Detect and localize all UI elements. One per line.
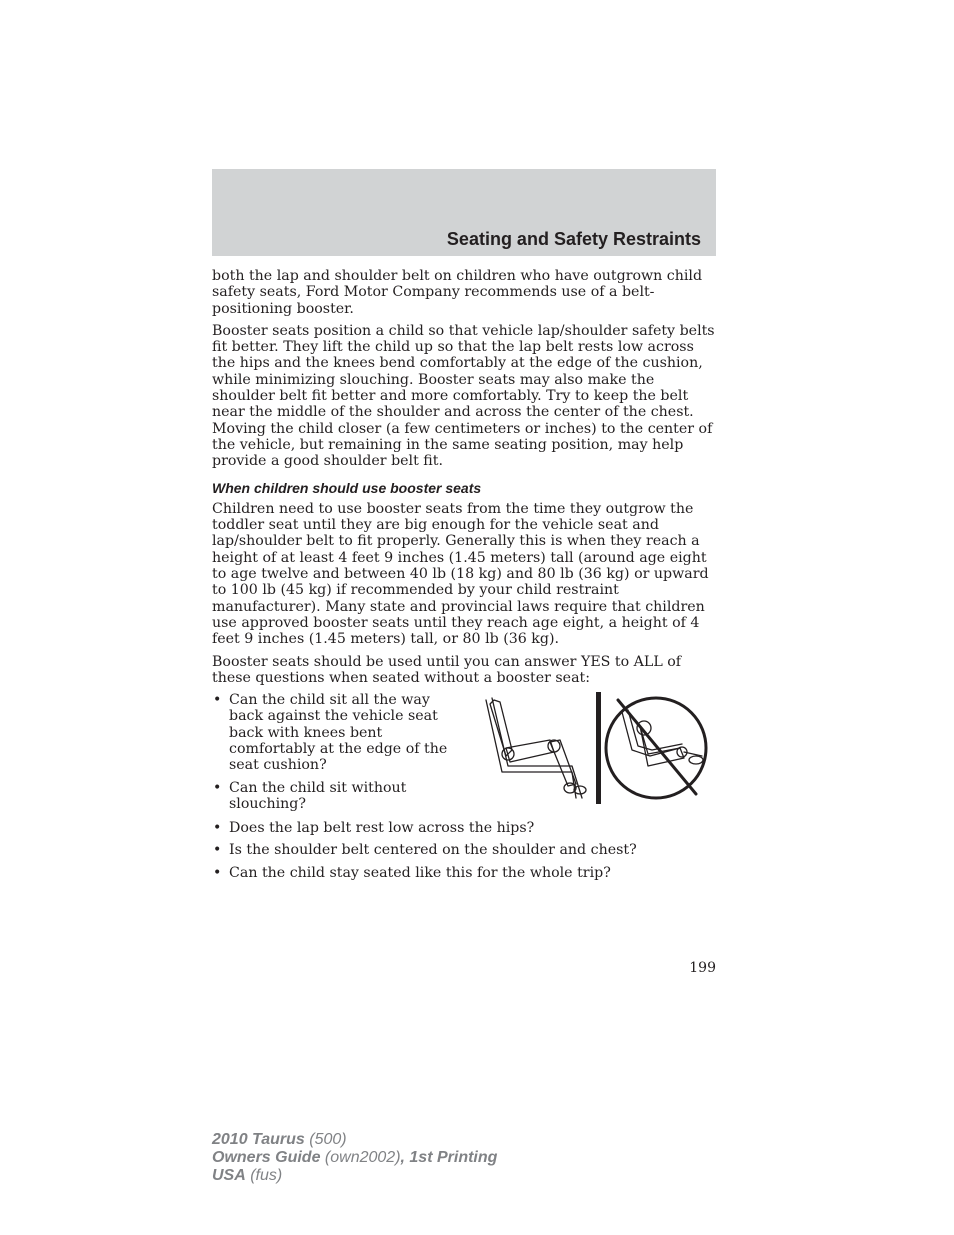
list-item: • Can the child sit without slouching? (212, 780, 464, 813)
checklist-with-figure (212, 692, 718, 820)
checklist-top (212, 692, 464, 812)
section-header (212, 169, 716, 256)
page-content (212, 268, 718, 887)
page-number: 199 (689, 960, 716, 976)
subheading-when-booster: When children should use booster seats (212, 479, 482, 496)
footer-model-code: (500) (304, 1131, 347, 1148)
figure-divider (596, 692, 601, 804)
paragraph-belt-positioning: both the lap and shoulder belt on children who have outgrown child safety seats, Ford Motor Company recommends use of a belt-positioning booster. (212, 268, 703, 317)
prohibited-slouching-position-icon (606, 698, 706, 798)
paragraph-yes-to-all: Booster seats should be used until you can answer YES to ALL of these questions when seated without a booster seat: (212, 653, 682, 686)
section-title: Seating and Safety Restraints (446, 229, 701, 249)
checklist-bottom (212, 820, 718, 881)
paragraph-children-need: Children need to use booster seats from the time they outgrow the toddler seat until they are big enough for the vehicle seat and lap/shoulder belt to fit properly. Generally this is when they reach a height of at least 4 feet 9 inches (1.45 meters) tall (around age eight to age twelve and between 40 lb (18 kg) and 80 lb (36 kg) or upward to 100 lb (45 kg) if recommended by your child restraint manufacturer). Many state and provincial laws require that children use approved booster seats until they reach age eight, a height of 4 feet 9 inches (1.45 meters) tall, or 80 lb (36 kg). (212, 500, 709, 648)
footer-edition-info (212, 1131, 497, 1185)
list-item: • Can the child stay seated like this for the whole trip? (212, 865, 718, 881)
list-item: • Is the shoulder belt centered on the shoulder and chest? (212, 842, 718, 858)
footer-guide-code: (own2002) (320, 1149, 401, 1166)
correct-seating-position-icon (486, 698, 586, 798)
footer-line-2 (212, 1149, 497, 1167)
footer-printing: , 1st Printing (400, 1149, 498, 1166)
footer-line-1 (212, 1131, 497, 1149)
footer-market-code: (fus) (245, 1167, 283, 1184)
seating-position-figure (480, 690, 712, 804)
footer-line-3 (212, 1167, 497, 1185)
paragraph-booster-position: Booster seats position a child so that vehicle lap/shoulder safety belts fit better. They lift the child up so that the lap belt rests low across the hips and the knees bend comfortably at the edge of the cushion, while minimizing slouching. Booster seats may also make the shoulder belt fit better and more comfortably. Try to keep the belt near the middle of the shoulder and across the center of the chest. Moving the child closer (a few centimeters or inches) to the center of the vehicle, but remaining in the same seating position, may help provide a good shoulder belt fit. (212, 322, 715, 470)
footer-guide: Owners Guide (212, 1149, 321, 1166)
footer-model: 2010 Taurus (212, 1131, 305, 1148)
list-item: • Does the lap belt rest low across the hips? (212, 820, 718, 836)
list-item: • Can the child sit all the way back against the vehicle seat back with knees bent comfortably at the edge of the seat cushion? (212, 692, 464, 773)
footer-market: USA (212, 1167, 246, 1184)
